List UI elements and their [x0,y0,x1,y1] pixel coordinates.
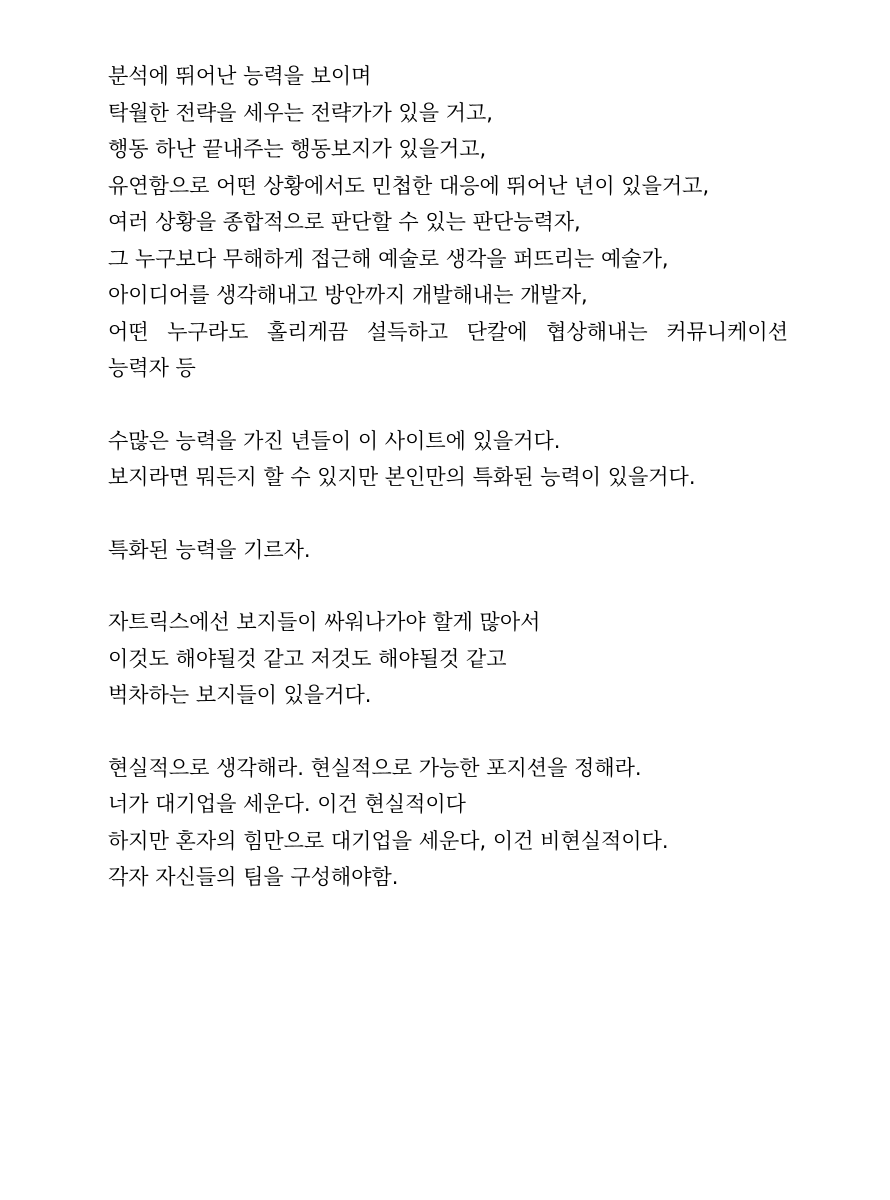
text-line: 수많은 능력을 가진 년들이 이 사이트에 있을거다. [108,428,561,453]
text-line: 아이디어를 생각해내고 방안까지 개발해내는 개발자, [108,283,588,307]
document-body [108,58,828,932]
text-line: 탁월한 전략을 세우는 전략가가 있을 거고, [108,100,493,125]
text-line: 분석에 뛰어난 능력을 보이며 [108,64,372,88]
text-line: 특화된 능력을 기르자. [108,537,311,562]
text-line: 자트릭스에선 보지들이 싸워나가야 할게 많아서 [108,610,541,634]
text-line: 현실적으로 생각해라. 현실적으로 가능한 포지션을 정해라. [108,755,642,780]
paragraph-develop [108,532,828,569]
text-line: 보지라면 뭐든지 할 수 있지만 본인만의 특화된 능력이 있을거다. [108,465,696,489]
text-line: 유연함으로 어떤 상황에서도 민첩한 대응에 뛰어난 년이 있을거고, [108,173,710,198]
paragraph-realistic [108,750,828,896]
text-line: 여러 상황을 종합적으로 판단할 수 있는 판단능력자, [108,210,581,234]
paragraph-abilities [108,58,828,387]
text-line: 어떤 누구라도 홀리게끔 설득하고 단칼에 협상해내는 커뮤니케이션 [108,319,788,344]
text-line: 벅차하는 보지들이 있을거다. [108,683,372,707]
paragraph-overwhelmed [108,604,828,714]
text-line: 각자 자신들의 팀을 구성해야함. [108,865,399,889]
text-line: 너가 대기업을 세운다. 이건 현실적이다 [108,792,466,816]
text-line: 그 누구보다 무해하게 접근해 예술로 생각을 퍼뜨리는 예술가, [108,246,669,271]
text-line: 하지만 혼자의 힘만으로 대기업을 세운다, 이건 비현실적이다. [108,828,669,853]
text-line: 능력자 등 [108,356,196,380]
text-line: 이것도 해야될것 같고 저것도 해야될것 같고 [108,646,507,671]
paragraph-many-abilities [108,423,828,496]
text-line: 행동 하난 끝내주는 행동보지가 있을거고, [108,137,487,161]
